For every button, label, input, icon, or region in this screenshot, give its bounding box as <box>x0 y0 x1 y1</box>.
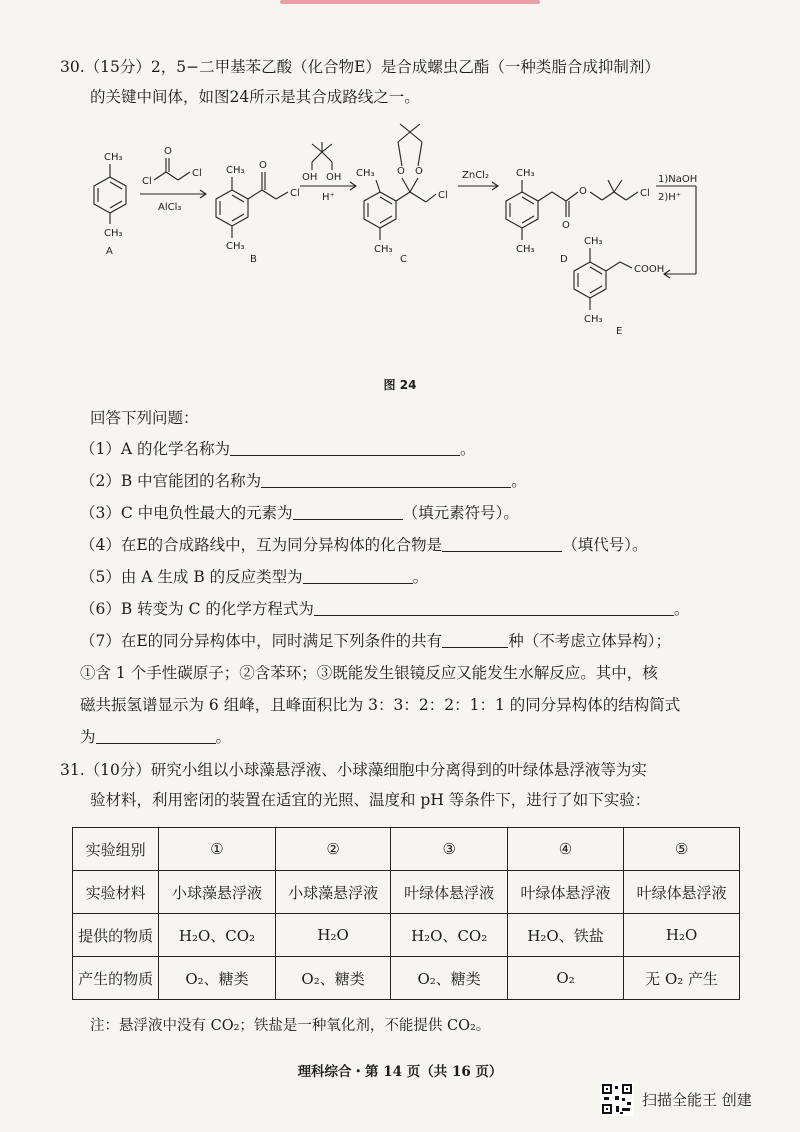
svg-text:O: O <box>415 166 423 177</box>
svg-text:OH: OH <box>302 172 318 183</box>
table-cell: H₂O <box>275 914 391 957</box>
table-row <box>73 828 740 871</box>
svg-text:Cl: Cl <box>640 188 650 199</box>
svg-text:CH₃: CH₃ <box>226 165 245 176</box>
experiment-table <box>72 827 740 1000</box>
q30-item-7-nmr: 磁共振氢谱显示为 6 组峰，且峰面积比为 3：3：2：2：1：1 的同分异构体的结构简式 <box>80 696 681 714</box>
watermark-text: 扫描全能王 创建 <box>642 1090 752 1109</box>
table-cell: 叶绿体悬浮液 <box>624 871 740 914</box>
table-cell: 实验组别 <box>73 828 159 871</box>
svg-text:Cl: Cl <box>192 168 202 179</box>
table-row <box>73 957 740 1000</box>
table-cell: ⑤ <box>624 828 740 871</box>
svg-text:O: O <box>259 160 267 171</box>
q30-item-3: （3）C 中电负性最大的元素为 （填元素符号）。 <box>80 504 519 522</box>
svg-text:CH₃: CH₃ <box>584 314 603 325</box>
table-row <box>73 871 740 914</box>
q31-header: 31.（10分）研究小组以小球藻悬浮液、小球藻细胞中分离得到的叶绿体悬浮液等为实 <box>60 761 647 779</box>
answer-blank[interactable] <box>293 503 403 520</box>
table-cell: H₂O、铁盐 <box>507 914 623 957</box>
q30-header: 30.（15分）2，5−二甲基苯乙酸（化合物E）是合成螺虫乙酯（一种类脂合成抑制剂） <box>60 58 660 76</box>
label-c: C <box>400 254 407 265</box>
q30-item-7-cond: ①含 1 个手性碳原子；②含苯环；③既能发生银镜反应又能发生水解反应。其中，核 <box>80 664 658 682</box>
answer-blank[interactable] <box>230 439 460 456</box>
q30-item-6: （6）B 转变为 C 的化学方程式为 。 <box>80 600 690 618</box>
svg-text:O: O <box>164 146 172 157</box>
table-cell: 产生的物质 <box>73 957 159 1000</box>
answer-blank[interactable] <box>442 631 508 648</box>
top-edge-mark <box>280 0 540 4</box>
table-cell: O₂、糖类 <box>275 957 391 1000</box>
svg-text:CH₃: CH₃ <box>584 236 603 247</box>
scanner-watermark <box>600 1082 752 1116</box>
table-cell: ② <box>275 828 391 871</box>
table-cell: O₂、糖类 <box>159 957 275 1000</box>
figure-caption: 图 24 <box>383 378 417 392</box>
svg-text:O: O <box>562 220 570 231</box>
table-cell: 小球藻悬浮液 <box>159 871 275 914</box>
table-cell: 叶绿体悬浮液 <box>391 871 507 914</box>
q30-item-7: （7）在E的同分异构体中，同时满足下列条件的共有 种（不考虑立体异构）； <box>80 632 671 650</box>
answer-blank[interactable] <box>96 727 216 744</box>
compound-b-structure <box>216 160 300 265</box>
svg-text:CH₃: CH₃ <box>374 244 393 255</box>
synthesis-scheme <box>60 122 740 372</box>
compound-a-structure <box>94 152 126 257</box>
svg-text:CH₃: CH₃ <box>104 228 123 239</box>
q31-header-cont: 验材料，利用密闭的装置在适宜的光照、温度和 pH 等条件下，进行了如下实验： <box>90 791 651 809</box>
compound-d-structure <box>506 168 650 265</box>
q30-item-2: （2）B 中官能团的名称为 。 <box>80 472 527 490</box>
table-cell: ① <box>159 828 275 871</box>
svg-text:CH₃: CH₃ <box>226 241 245 252</box>
reagent-de2: 2)H⁺ <box>658 192 682 203</box>
table-cell: 无 O₂ 产生 <box>624 957 740 1000</box>
svg-text:Cl: Cl <box>290 188 300 199</box>
svg-text:CH₃: CH₃ <box>104 152 123 163</box>
table-cell: 实验材料 <box>73 871 159 914</box>
answer-blank[interactable] <box>314 599 674 616</box>
table-row <box>73 914 740 957</box>
svg-text:CH₃: CH₃ <box>356 168 375 179</box>
q30-item-4: （4）在E的合成路线中，互为同分异构体的化合物是 （填代号）。 <box>80 536 648 554</box>
table-note: 注：悬浮液中没有 CO₂；铁盐是一种氧化剂，不能提供 CO₂。 <box>90 1018 491 1034</box>
table-cell: 小球藻悬浮液 <box>275 871 391 914</box>
q30-header-cont: 的关键中间体，如图24所示是其合成路线之一。 <box>90 88 420 106</box>
answer-blank[interactable] <box>442 535 562 552</box>
table-cell: H₂O、CO₂ <box>159 914 275 957</box>
q30-item-1: （1）A 的化学名称为 。 <box>80 440 476 458</box>
exam-page <box>60 52 740 1035</box>
table-cell: 叶绿体悬浮液 <box>507 871 623 914</box>
table-cell: O₂ <box>507 957 623 1000</box>
table-cell: O₂、糖类 <box>391 957 507 1000</box>
reagent-de1: 1)NaOH <box>658 174 698 185</box>
svg-text:CH₃: CH₃ <box>516 168 535 179</box>
compound-e-structure <box>574 236 664 337</box>
reagent-cd: ZnCl₂ <box>462 170 489 181</box>
svg-text:O: O <box>397 166 405 177</box>
table-cell: 提供的物质 <box>73 914 159 957</box>
label-a: A <box>106 246 113 257</box>
label-b: B <box>250 254 257 265</box>
qr-code-icon <box>600 1082 634 1116</box>
q30-item-5: （5）由 A 生成 B 的反应类型为 。 <box>80 568 429 586</box>
table-cell: ④ <box>507 828 623 871</box>
reagent-bc: H⁺ <box>322 192 335 203</box>
table-cell: H₂O、CO₂ <box>391 914 507 957</box>
table-cell: H₂O <box>624 914 740 957</box>
svg-text:Cl: Cl <box>438 190 448 201</box>
svg-text:Cl: Cl <box>142 176 152 187</box>
reagent-ab: AlCl₃ <box>158 202 182 213</box>
label-d: D <box>560 254 568 265</box>
table-cell: ③ <box>391 828 507 871</box>
cooh-label: COOH <box>634 264 665 275</box>
svg-text:O: O <box>579 186 587 197</box>
label-e: E <box>616 326 623 337</box>
answer-blank[interactable] <box>303 567 413 584</box>
page-footer: 理科综合・第 14 页（共 16 页） <box>297 1064 503 1080</box>
q30-prompt: 回答下列问题： <box>90 409 199 427</box>
svg-text:CH₃: CH₃ <box>516 244 535 255</box>
q30-item-7-end: 为 。 <box>80 728 232 746</box>
compound-c-structure <box>356 124 448 265</box>
svg-text:OH: OH <box>326 172 342 183</box>
answer-blank[interactable] <box>261 471 511 488</box>
